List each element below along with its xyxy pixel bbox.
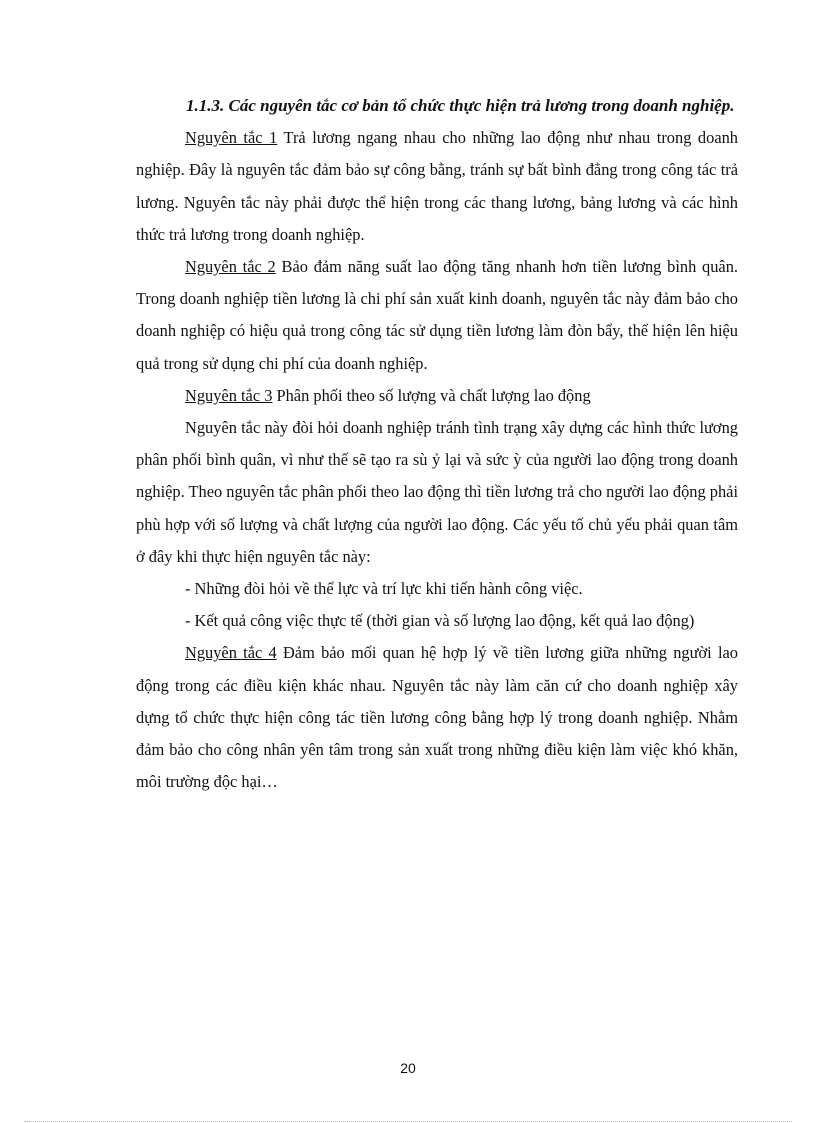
principle-4-text: Đảm bảo mối quan hệ hợp lý về tiền lương giữa những người lao động trong các điều kiện khác nhau. Nguyên tắc này làm căn cứ cho doanh nghiệp xây dựng tổ chức thực hiện công tác tiền lương công bằng hợp lý trong doanh nghiệp. Nhằm đảm bảo cho công nhân yên tâm trong sản xuất trong những điều kiện làm việc khó khăn, môi trường độc hại… — [136, 643, 739, 792]
principle-1-paragraph — [136, 122, 738, 251]
principle-4-paragraph — [136, 637, 738, 798]
principle-3-label: Nguyên tắc 3 — [185, 385, 273, 405]
principle-3-body: Nguyên tắc này đòi hỏi doanh nghiệp tránh tình trạng xây dựng các hình thức lương phân phối bình quân, vì như thế sẽ tạo ra sù ỷ lại và sức ỳ của người lao động trong doanh nghiệp. Theo nguyên tắc phân phối theo lao động thì tiền lương trả cho người lao động phải phù hợp với số lượng và chất lượng của người lao động. Các yếu tố chủ yếu phải quan tâm ở đây khi thực hiện nguyên tắc này: — [136, 418, 738, 566]
principle-2-label: Nguyên tắc 2 — [185, 257, 276, 277]
page-edge-divider — [24, 1121, 792, 1122]
principle-3-paragraph — [136, 380, 738, 412]
bullet-item-2: - Kết quả công việc thực tế (thời gian và số lượng lao động, kết quả lao động) — [185, 611, 695, 631]
principle-2-text: Bảo đảm năng suất lao động tăng nhanh hơn tiền lương bình quân. Trong doanh nghiệp tiền lương là chi phí sản xuất kinh doanh, nguyên tắc này đảm bảo cho doanh nghiệp có hiệu quả trong công tác sử dụng tiền lương làm đòn bẩy, thể hiện lên hiệu quả trong sử dụng chi phí của doanh nghiệp. — [136, 257, 739, 373]
principle-2-paragraph — [136, 251, 738, 380]
bullet-item-1: - Những đòi hỏi về thể lực và trí lực khi tiến hành công việc. — [185, 579, 583, 599]
section-heading: 1.1.3. Các nguyên tắc cơ bản tổ chức thực hiện trả lương trong doanh nghiệp. — [186, 96, 735, 115]
principle-3-text: Phân phối theo số lượng và chất lượng lao động — [272, 385, 591, 405]
page-content — [136, 90, 738, 798]
principle-1-text: Trả lương ngang nhau cho những lao động như nhau trong doanh nghiệp. Đây là nguyên tắc đảm bảo sự công bằng, tránh sự bất bình đẳng trong công tác trả lương. Nguyên tắc này phải được thể hiện trong các thang lương, bảng lương và các hình thức trả lương trong doanh nghiệp. — [136, 128, 738, 244]
principle-4-label: Nguyên tắc 4 — [185, 643, 277, 663]
principle-1-label: Nguyên tắc 1 — [185, 128, 278, 148]
page-number: 20 — [400, 1060, 416, 1076]
